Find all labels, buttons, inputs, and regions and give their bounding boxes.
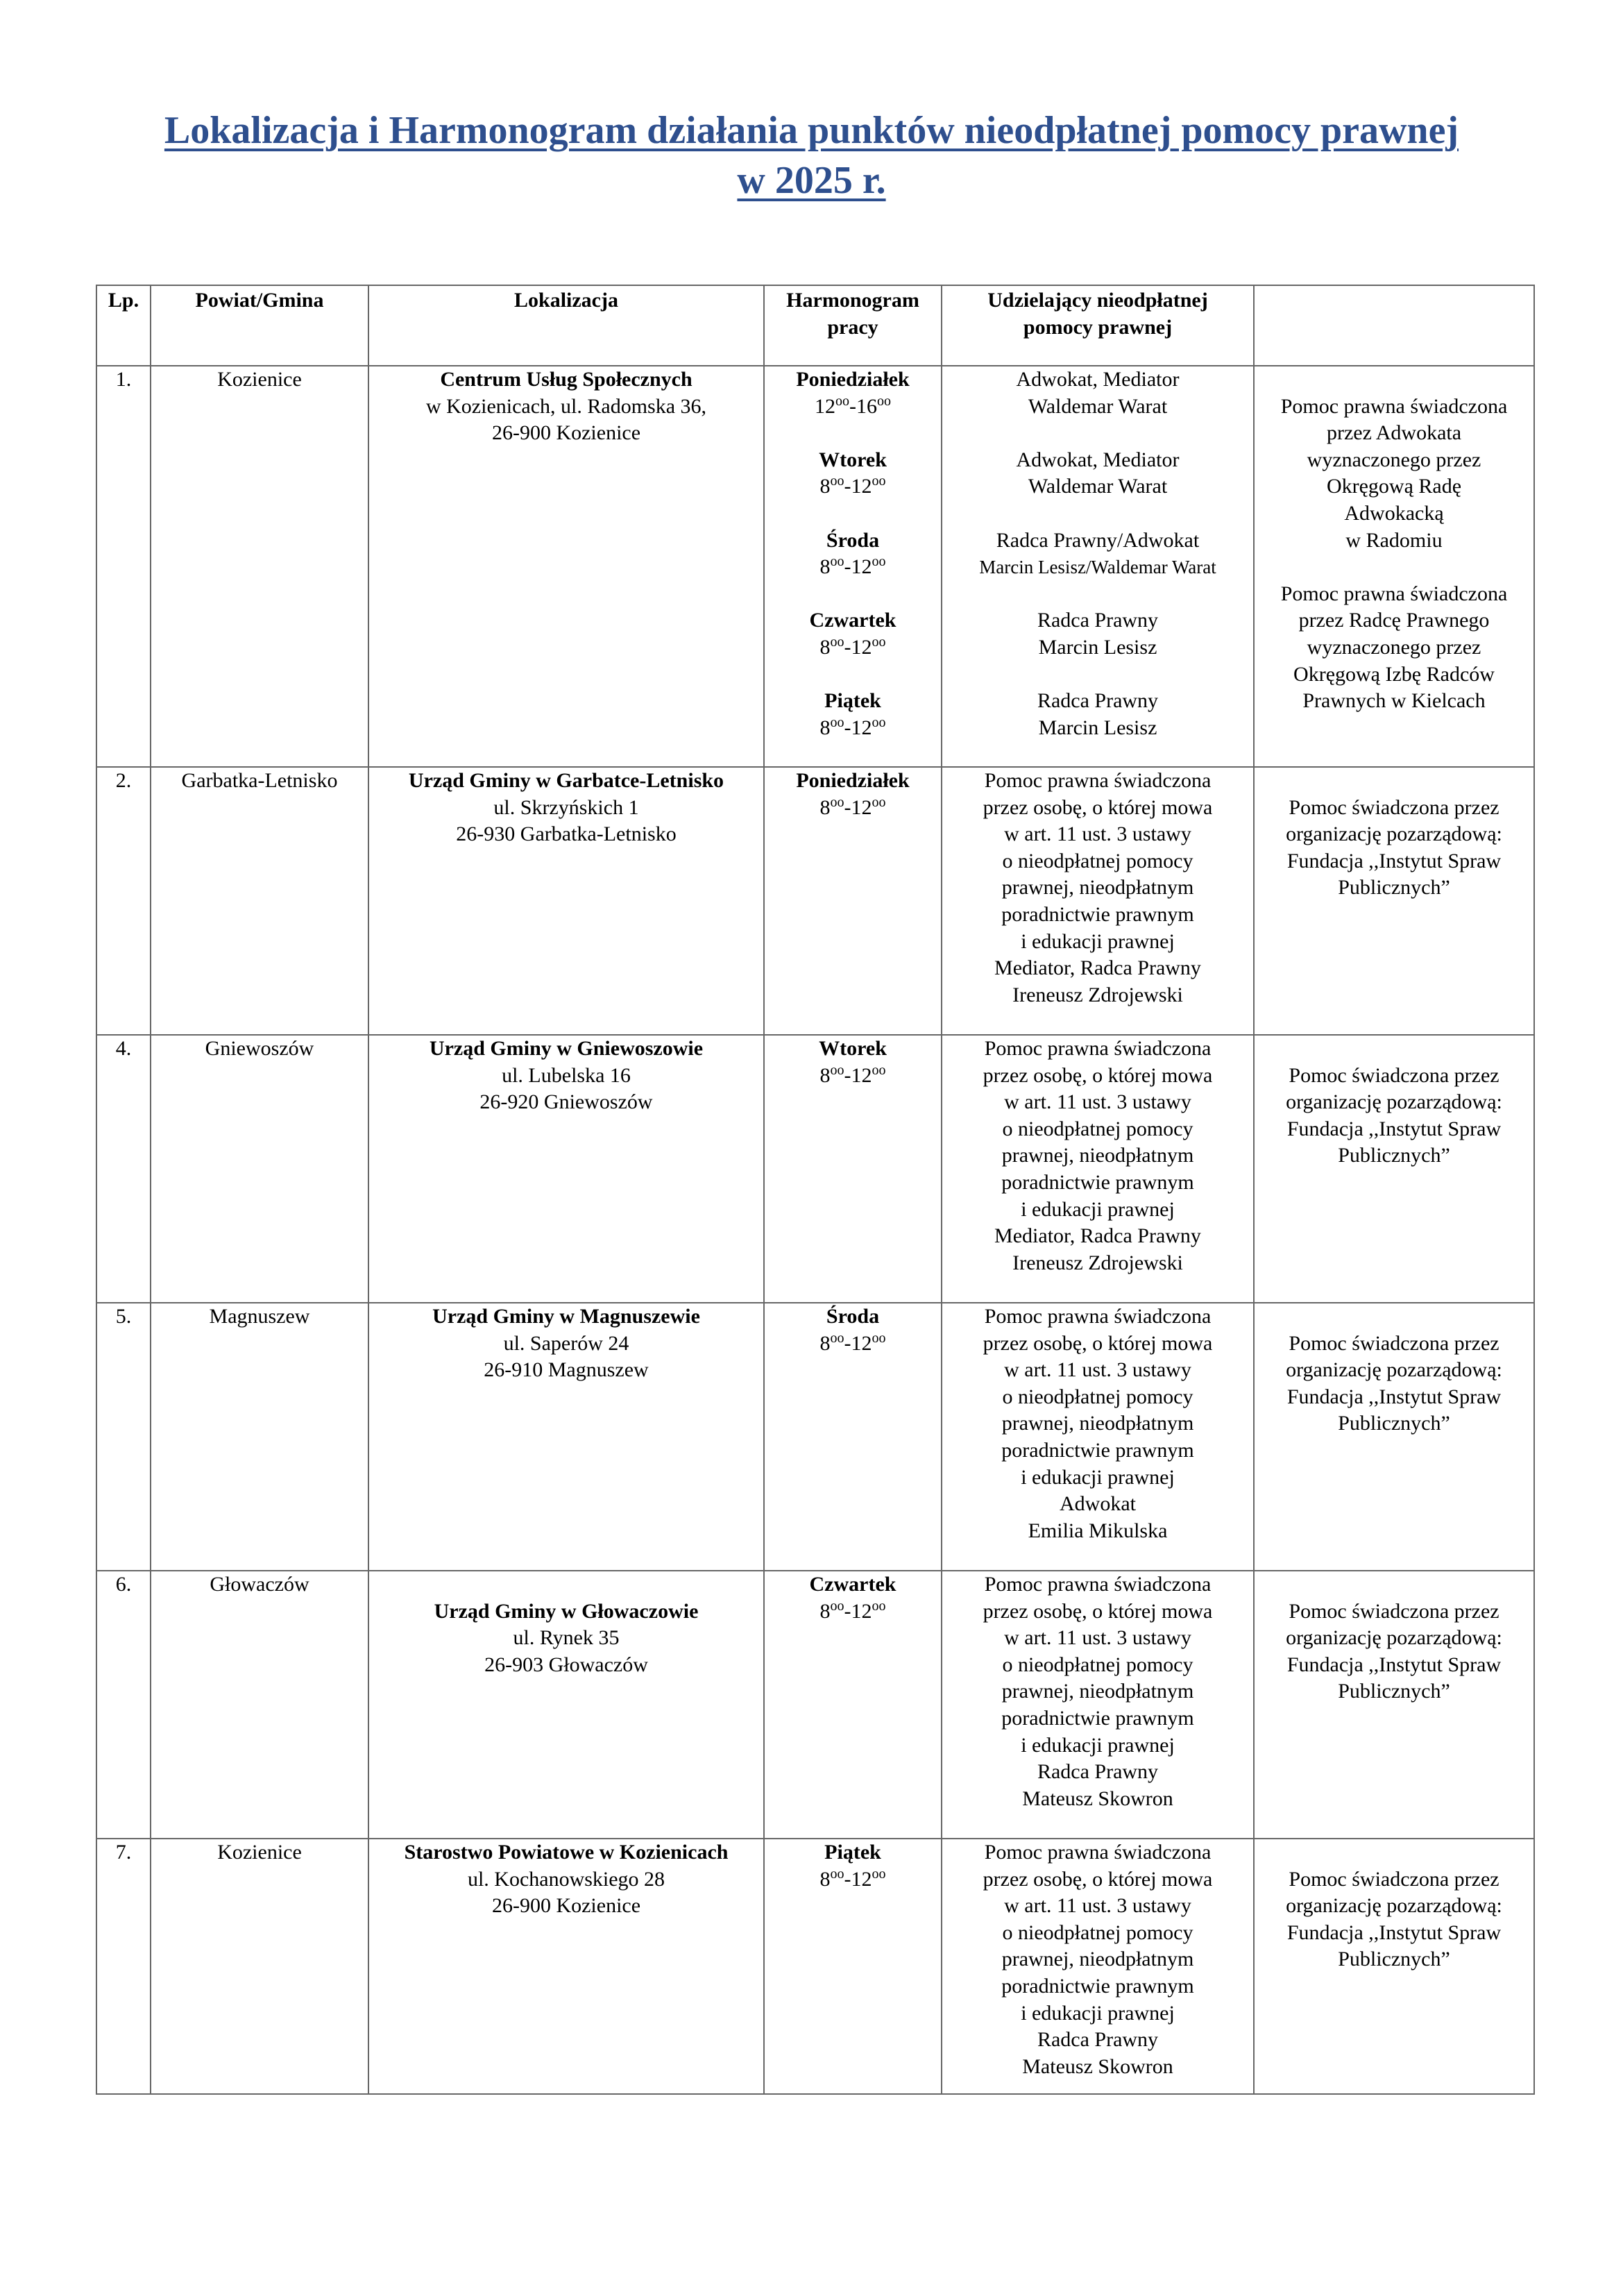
row-schedule	[764, 1035, 942, 1303]
provider-title: Mediator, Radca Prawny	[994, 956, 1201, 980]
provider-name: Emilia Mikulska	[1028, 1519, 1168, 1542]
row-gmina: Magnuszew	[151, 1303, 368, 1571]
schedule-day: Wtorek	[819, 1037, 887, 1060]
header-udzielajacy-line2: pomocy prawnej	[1023, 315, 1173, 339]
row-gmina: Głowaczów	[151, 1571, 368, 1839]
row-lp: 7.	[96, 1839, 151, 2094]
provider-name: Mateusz Skowron	[1022, 1787, 1173, 1810]
schedule-day: Czwartek	[809, 1573, 897, 1596]
schedule-hours: $8^{oo}-12^{oo}$	[819, 473, 886, 498]
provider-title: Radca Prawny	[1037, 2028, 1159, 2052]
row-lp: 6.	[96, 1571, 151, 1839]
schedule-day: Wtorek	[819, 448, 887, 471]
schedule-day: Piątek	[824, 689, 881, 713]
row-gmina: Garbatka-Letnisko	[151, 767, 368, 1035]
row-schedule	[764, 1839, 942, 2094]
header-harmonogram-line2: pracy	[827, 315, 878, 339]
row-note: Pomoc świadczona przez organizację pozarządową: Fundacja ,,Instytut Spraw Publicznych”	[1254, 767, 1534, 1035]
location-postcode: 26-900 Kozienice	[491, 1894, 641, 1918]
schedule-day: Poniedziałek	[796, 368, 910, 391]
provider-name: Waldemar Warat	[1028, 475, 1168, 498]
row-location	[368, 1035, 764, 1303]
page-title	[0, 105, 1623, 205]
location-address: ul. Kochanowskiego 28	[467, 1867, 665, 1891]
provider-name: Mateusz Skowron	[1022, 2054, 1173, 2078]
provider-title: Adwokat, Mediator	[1016, 448, 1180, 471]
location-name: Urząd Gminy w Garbatce-Letnisko	[408, 769, 724, 792]
location-postcode: 26-903 Głowaczów	[484, 1653, 648, 1676]
row-providers: Pomoc prawna świadczona przez osobę, o której mowa w art. 11 ust. 3 ustawy o nieodpłatnej pomocy prawnej, nieodpłatnym poradnictwie prawnym i edukacji prawnej Mediator, Radca Prawny Ireneusz Zdrojewski	[942, 767, 1254, 1035]
header-lp: Lp.	[96, 285, 151, 366]
location-name: Urząd Gminy w Magnuszewie	[432, 1305, 700, 1328]
title-line-2: w 2025 r.	[737, 159, 886, 202]
provider-title: Radca Prawny/Adwokat	[996, 528, 1200, 552]
row-note: Pomoc świadczona przez organizację pozarządową: Fundacja ,,Instytut Spraw Publicznych”	[1254, 1035, 1534, 1303]
location-address: ul. Lubelska 16	[502, 1063, 631, 1087]
row-gmina: Kozienice	[151, 366, 368, 767]
header-harmonogram	[764, 285, 942, 366]
schedule-day: Czwartek	[809, 609, 897, 632]
table-row	[96, 767, 1534, 1035]
table-header-row	[96, 285, 1534, 366]
title-line-1: Lokalizacja i Harmonogram działania punktów nieodpłatnej pomocy prawnej	[164, 109, 1459, 152]
location-name: Urząd Gminy w Głowaczowie	[434, 1599, 699, 1623]
provider-title: Adwokat	[1060, 1492, 1136, 1516]
schedule-day: Środa	[826, 1305, 880, 1328]
row-lp: 5.	[96, 1303, 151, 1571]
table-row	[96, 1839, 1534, 2094]
location-postcode: 26-920 Gniewoszów	[479, 1090, 653, 1114]
schedule-hours: $8^{oo}-12^{oo}$	[819, 634, 886, 659]
provider-title: Radca Prawny	[1037, 609, 1159, 632]
location-address: ul. Skrzyńskich 1	[493, 795, 639, 819]
row-schedule	[764, 1303, 942, 1571]
schedule-table	[96, 285, 1535, 2095]
row-note: Pomoc prawna świadczona przez Adwokata wyznaczonego przez Okręgową Radę Adwokacką w Radomiu Pomoc prawna świadczona przez Radcę Prawnego wyznaczonego przez Okręgową Izbę Radców Prawnych w Kielcach	[1254, 366, 1534, 767]
header-harmonogram-line1: Harmonogram	[786, 289, 919, 312]
header-gmina: Powiat/Gmina	[151, 285, 368, 366]
row-note: Pomoc świadczona przez organizację pozarządową: Fundacja ,,Instytut Spraw Publicznych”	[1254, 1571, 1534, 1839]
row-lp: 1.	[96, 366, 151, 767]
table-row	[96, 1303, 1534, 1571]
row-providers	[942, 366, 1254, 767]
location-address: ul. Rynek 35	[513, 1626, 620, 1650]
provider-name: Ireneusz Zdrojewski	[1012, 1251, 1183, 1274]
location-address: w Kozienicach, ul. Radomska 36,	[425, 394, 707, 418]
row-location	[368, 1571, 764, 1839]
header-udzielajacy-line1: Udzielający nieodpłatnej	[987, 289, 1208, 312]
location-address: ul. Saperów 24	[503, 1331, 629, 1355]
row-location	[368, 1303, 764, 1571]
provider-title: Adwokat, Mediator	[1016, 368, 1180, 391]
row-providers: Pomoc prawna świadczona przez osobę, o której mowa w art. 11 ust. 3 ustawy o nieodpłatnej pomocy prawnej, nieodpłatnym poradnictwie prawnym i edukacji prawnej Radca Prawny Mateusz Skowron	[942, 1839, 1254, 2094]
location-name: Starostwo Powiatowe w Kozienicach	[404, 1841, 729, 1864]
provider-name: Marcin Lesisz	[1038, 716, 1157, 739]
location-postcode: 26-900 Kozienice	[491, 421, 641, 445]
header-extra	[1254, 285, 1534, 366]
row-lp: 4.	[96, 1035, 151, 1303]
row-location	[368, 767, 764, 1035]
row-schedule	[764, 767, 942, 1035]
row-note: Pomoc świadczona przez organizację pozarządową: Fundacja ,,Instytut Spraw Publicznych”	[1254, 1839, 1534, 2094]
schedule-hours: $8^{oo}-12^{oo}$	[819, 794, 886, 819]
location-name: Urząd Gminy w Gniewoszowie	[429, 1037, 704, 1060]
row-providers: Pomoc prawna świadczona przez osobę, o której mowa w art. 11 ust. 3 ustawy o nieodpłatnej pomocy prawnej, nieodpłatnym poradnictwie prawnym i edukacji prawnej Radca Prawny Mateusz Skowron	[942, 1571, 1254, 1839]
provider-name: Waldemar Warat	[1028, 394, 1168, 418]
table-row	[96, 1571, 1534, 1839]
row-providers: Pomoc prawna świadczona przez osobę, o której mowa w art. 11 ust. 3 ustawy o nieodpłatnej pomocy prawnej, nieodpłatnym poradnictwie prawnym i edukacji prawnej Mediator, Radca Prawny Ireneusz Zdrojewski	[942, 1035, 1254, 1303]
row-location	[368, 1839, 764, 2094]
location-name: Centrum Usług Społecznych	[440, 368, 692, 391]
provider-name: Marcin Lesisz	[1038, 635, 1157, 659]
schedule-hours: $8^{oo}-12^{oo}$	[819, 1866, 886, 1891]
schedule-day: Poniedziałek	[796, 769, 910, 792]
row-gmina: Gniewoszów	[151, 1035, 368, 1303]
provider-title: Radca Prawny	[1037, 1760, 1159, 1784]
provider-name: Ireneusz Zdrojewski	[1012, 983, 1183, 1006]
row-gmina: Kozienice	[151, 1839, 368, 2094]
location-postcode: 26-930 Garbatka-Letnisko	[456, 822, 677, 846]
schedule-hours: $8^{oo}-12^{oo}$	[819, 554, 886, 579]
schedule-hours: $8^{oo}-12^{oo}$	[819, 1598, 886, 1623]
row-note: Pomoc świadczona przez organizację pozarządową: Fundacja ,,Instytut Spraw Publicznych”	[1254, 1303, 1534, 1571]
provider-title: Radca Prawny	[1037, 689, 1159, 713]
table-row	[96, 1035, 1534, 1303]
provider-name: Marcin Lesisz/Waldemar Warat	[979, 557, 1216, 578]
row-providers: Pomoc prawna świadczona przez osobę, o której mowa w art. 11 ust. 3 ustawy o nieodpłatnej pomocy prawnej, nieodpłatnym poradnictwie prawnym i edukacji prawnej Adwokat Emilia Mikulska	[942, 1303, 1254, 1571]
schedule-hours: $8^{oo}-12^{oo}$	[819, 714, 886, 739]
schedule-hours: $8^{oo}-12^{oo}$	[819, 1062, 886, 1087]
schedule-hours: $12^{oo}-16^{oo}$	[815, 393, 891, 418]
header-lokalizacja: Lokalizacja	[368, 285, 764, 366]
row-lp: 2.	[96, 767, 151, 1035]
provider-title: Mediator, Radca Prawny	[994, 1224, 1201, 1248]
row-schedule	[764, 1571, 942, 1839]
schedule-day: Piątek	[824, 1841, 881, 1864]
location-postcode: 26-910 Magnuszew	[484, 1358, 649, 1382]
row-schedule	[764, 366, 942, 767]
row-location	[368, 366, 764, 767]
header-udzielajacy	[942, 285, 1254, 366]
schedule-day: Środa	[826, 528, 880, 552]
schedule-hours: $8^{oo}-12^{oo}$	[819, 1330, 886, 1355]
table-row	[96, 366, 1534, 767]
